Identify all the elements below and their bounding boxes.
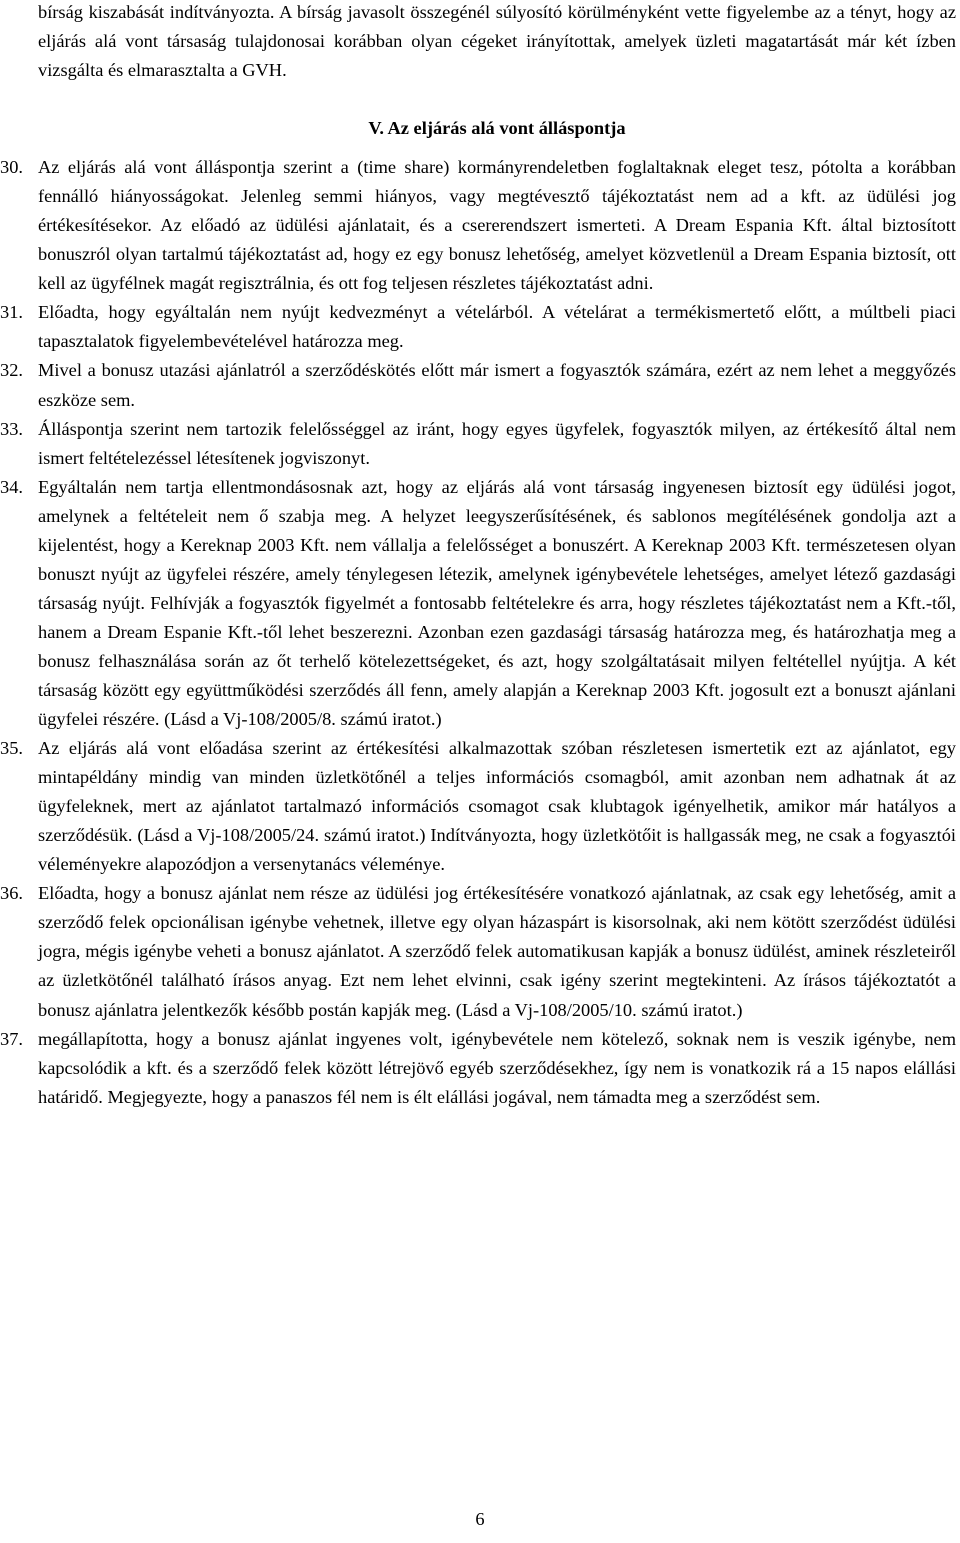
numbered-paragraph bbox=[0, 356, 956, 414]
section-heading: V. Az eljárás alá vont álláspontja bbox=[368, 118, 626, 139]
paragraph-text: Álláspontja szerint nem tartozik felelősséggel az iránt, hogy egyes ügyfelek, fogyasztók milyen, az értékesítő által nem ismert feltételezéssel létesítenek jogviszonyt. bbox=[38, 418, 956, 468]
paragraph-text: Az eljárás alá vont álláspontja szerint a (time share) kormányrendeletben foglaltaknak eleget tesz, pótolta a korábban fennálló hiányosságokat. Jelenleg semmi hiányos, vagy megtévesztő tájékoztatást nem ad a kft. az üdülési jog értékesítésekor. Az előadó az üdülési ajánlatait, és a csererendszert ismerteti. A Dream Espania Kft. által biztosított bonuszról olyan tartalmú tájékoztatást ad, hogy ez egy bonusz lehetőség, amelyet közvetlenül a Dream Espania biztosít, ott kell az ügyfélnek magát regisztrálnia, és ott fog teljesen részletes tájékoztatást adni. bbox=[38, 157, 956, 294]
paragraph-number: 35. bbox=[0, 738, 23, 759]
paragraph-text: Egyáltalán nem tartja ellentmondásosnak azt, hogy az eljárás alá vont társaság ingyenesen biztosít egy üdülési jogot, amelynek a feltételeit nem ő szabja meg. A helyzet leegyszerűsítésének, és sablonos megítélésének gondolja azt a kijelentést, hogy a Kereknap 2003 Kft. nem vállalja a felelősséget a bonuszért. A Kereknap 2003 Kft. természetesen olyan bonuszt nyújt az ügyfelei részére, amely ténylegesen létezik, amelynek igénybevétele lehetséges, amelyet létező gazdasági társaság nyújt. Felhívják a fogyasztók figyelmét a fontosabb feltételekre és arra, hogy részletes tájékoztatást nem a Kft.-től, hanem a Dream Espanie Kft.-től lehet beszerezni. Azonban ezen gazdasági társaság határozza meg, és határozhatja meg a bonusz felhasználása során az őt terhelő kötelezettségeket, és azt, hogy szolgáltatásait milyen feltétellel nyújtja. A két társaság között egy együttműködési szerződés áll fenn, amely alapján a Kereknap 2003 Kft. jogosult ezt a bonuszt ajánlani ügyfelei részére. (Lásd a Vj-108/2005/8. számú iratot.) bbox=[38, 476, 956, 730]
numbered-paragraph bbox=[0, 879, 956, 1024]
numbered-paragraph bbox=[0, 298, 956, 356]
page-number: 6 bbox=[475, 1509, 485, 1529]
paragraph-number: 33. bbox=[0, 418, 23, 439]
numbered-paragraph bbox=[0, 734, 956, 879]
paragraph-number: 32. bbox=[0, 360, 23, 381]
numbered-paragraph bbox=[0, 415, 956, 473]
intro-paragraph: bírság kiszabását indítványozta. A bírság javasolt összegénél súlyosító körülményként vette figyelembe az a tényt, hogy az eljárás alá vont társaság tulajdonosai korábban olyan cégeket irányítottak, amelyek üzleti magatartását már két ízben vizsgálta és elmarasztalta a GVH. bbox=[38, 2, 956, 81]
paragraph-text: Mivel a bonusz utazási ajánlatról a szerződéskötés előtt már ismert a fogyasztók számára, ezért az nem lehet a meggyőzés eszköze sem. bbox=[38, 360, 956, 410]
numbered-paragraph bbox=[0, 473, 956, 734]
paragraph-text: Az eljárás alá vont előadása szerint az értékesítési alkalmazottak szóban részletesen ismertetik ezt az ajánlatot, egy mintapéldány mindig van minden üzletkötőnél a teljes információs csomagból, amit azonban nem adhatnak át az ügyfeleknek, mert az ajánlatot tartalmazó információs csomagot csak klubtagok igényelhetik, amikor már hatályos a szerződésük. (Lásd a Vj-108/2005/24. számú iratot.) Indítványozta, hogy üzletkötőit is hallgassák meg, ne csak a fogyasztói véleményekre alapozódjon a versenytanács véleménye. bbox=[38, 738, 956, 875]
paragraph-number: 37. bbox=[0, 1028, 23, 1049]
paragraph-number: 31. bbox=[0, 302, 23, 323]
paragraph-text: Előadta, hogy a bonusz ajánlat nem része az üdülési jog értékesítésére vonatkozó ajánlatnak, az csak egy lehetőség, amit a szerződő felek opcionálisan igénybe vehetnek, illetve egy olyan házaspárt is kisorsolnak, aki nem kötött szerződést üdülési jogra, mégis igénybe veheti a bonusz ajánlatot. A szerződő felek automatikusan kapják a bonusz üdülést, aminek részleteiről az üzletkötőnél található írásos anyag. Ezt nem lehet elvinni, csak igény szerint megtekinteni. Az írásos tájékoztatót a bonusz ajánlatra jelentkezők később postán kapják meg. (Lásd a Vj-108/2005/10. számú iratot.) bbox=[38, 883, 956, 1020]
numbered-paragraph bbox=[0, 1025, 956, 1112]
paragraph-number: 30. bbox=[0, 157, 23, 178]
paragraph-text: megállapította, hogy a bonusz ajánlat ingyenes volt, igénybevétele nem kötelező, soknak nem is veszik igénybe, nem kapcsolódik a kft. és a szerződő felek között létrejövő egyéb szerződésekhez, így nem is vonatkozik rá a 15 napos elállási határidő. Megjegyezte, hogy a panaszos fél nem is élt elállási jogával, nem támadta meg a szerződést sem. bbox=[38, 1028, 956, 1107]
paragraph-number: 34. bbox=[0, 476, 23, 497]
paragraph-number: 36. bbox=[0, 883, 23, 904]
numbered-paragraph bbox=[0, 153, 956, 298]
paragraph-text: Előadta, hogy egyáltalán nem nyújt kedvezményt a vételárból. A vételárat a termékismertető előtt, a múltbeli piaci tapasztalatok figyelembevételével határozza meg. bbox=[38, 302, 956, 352]
